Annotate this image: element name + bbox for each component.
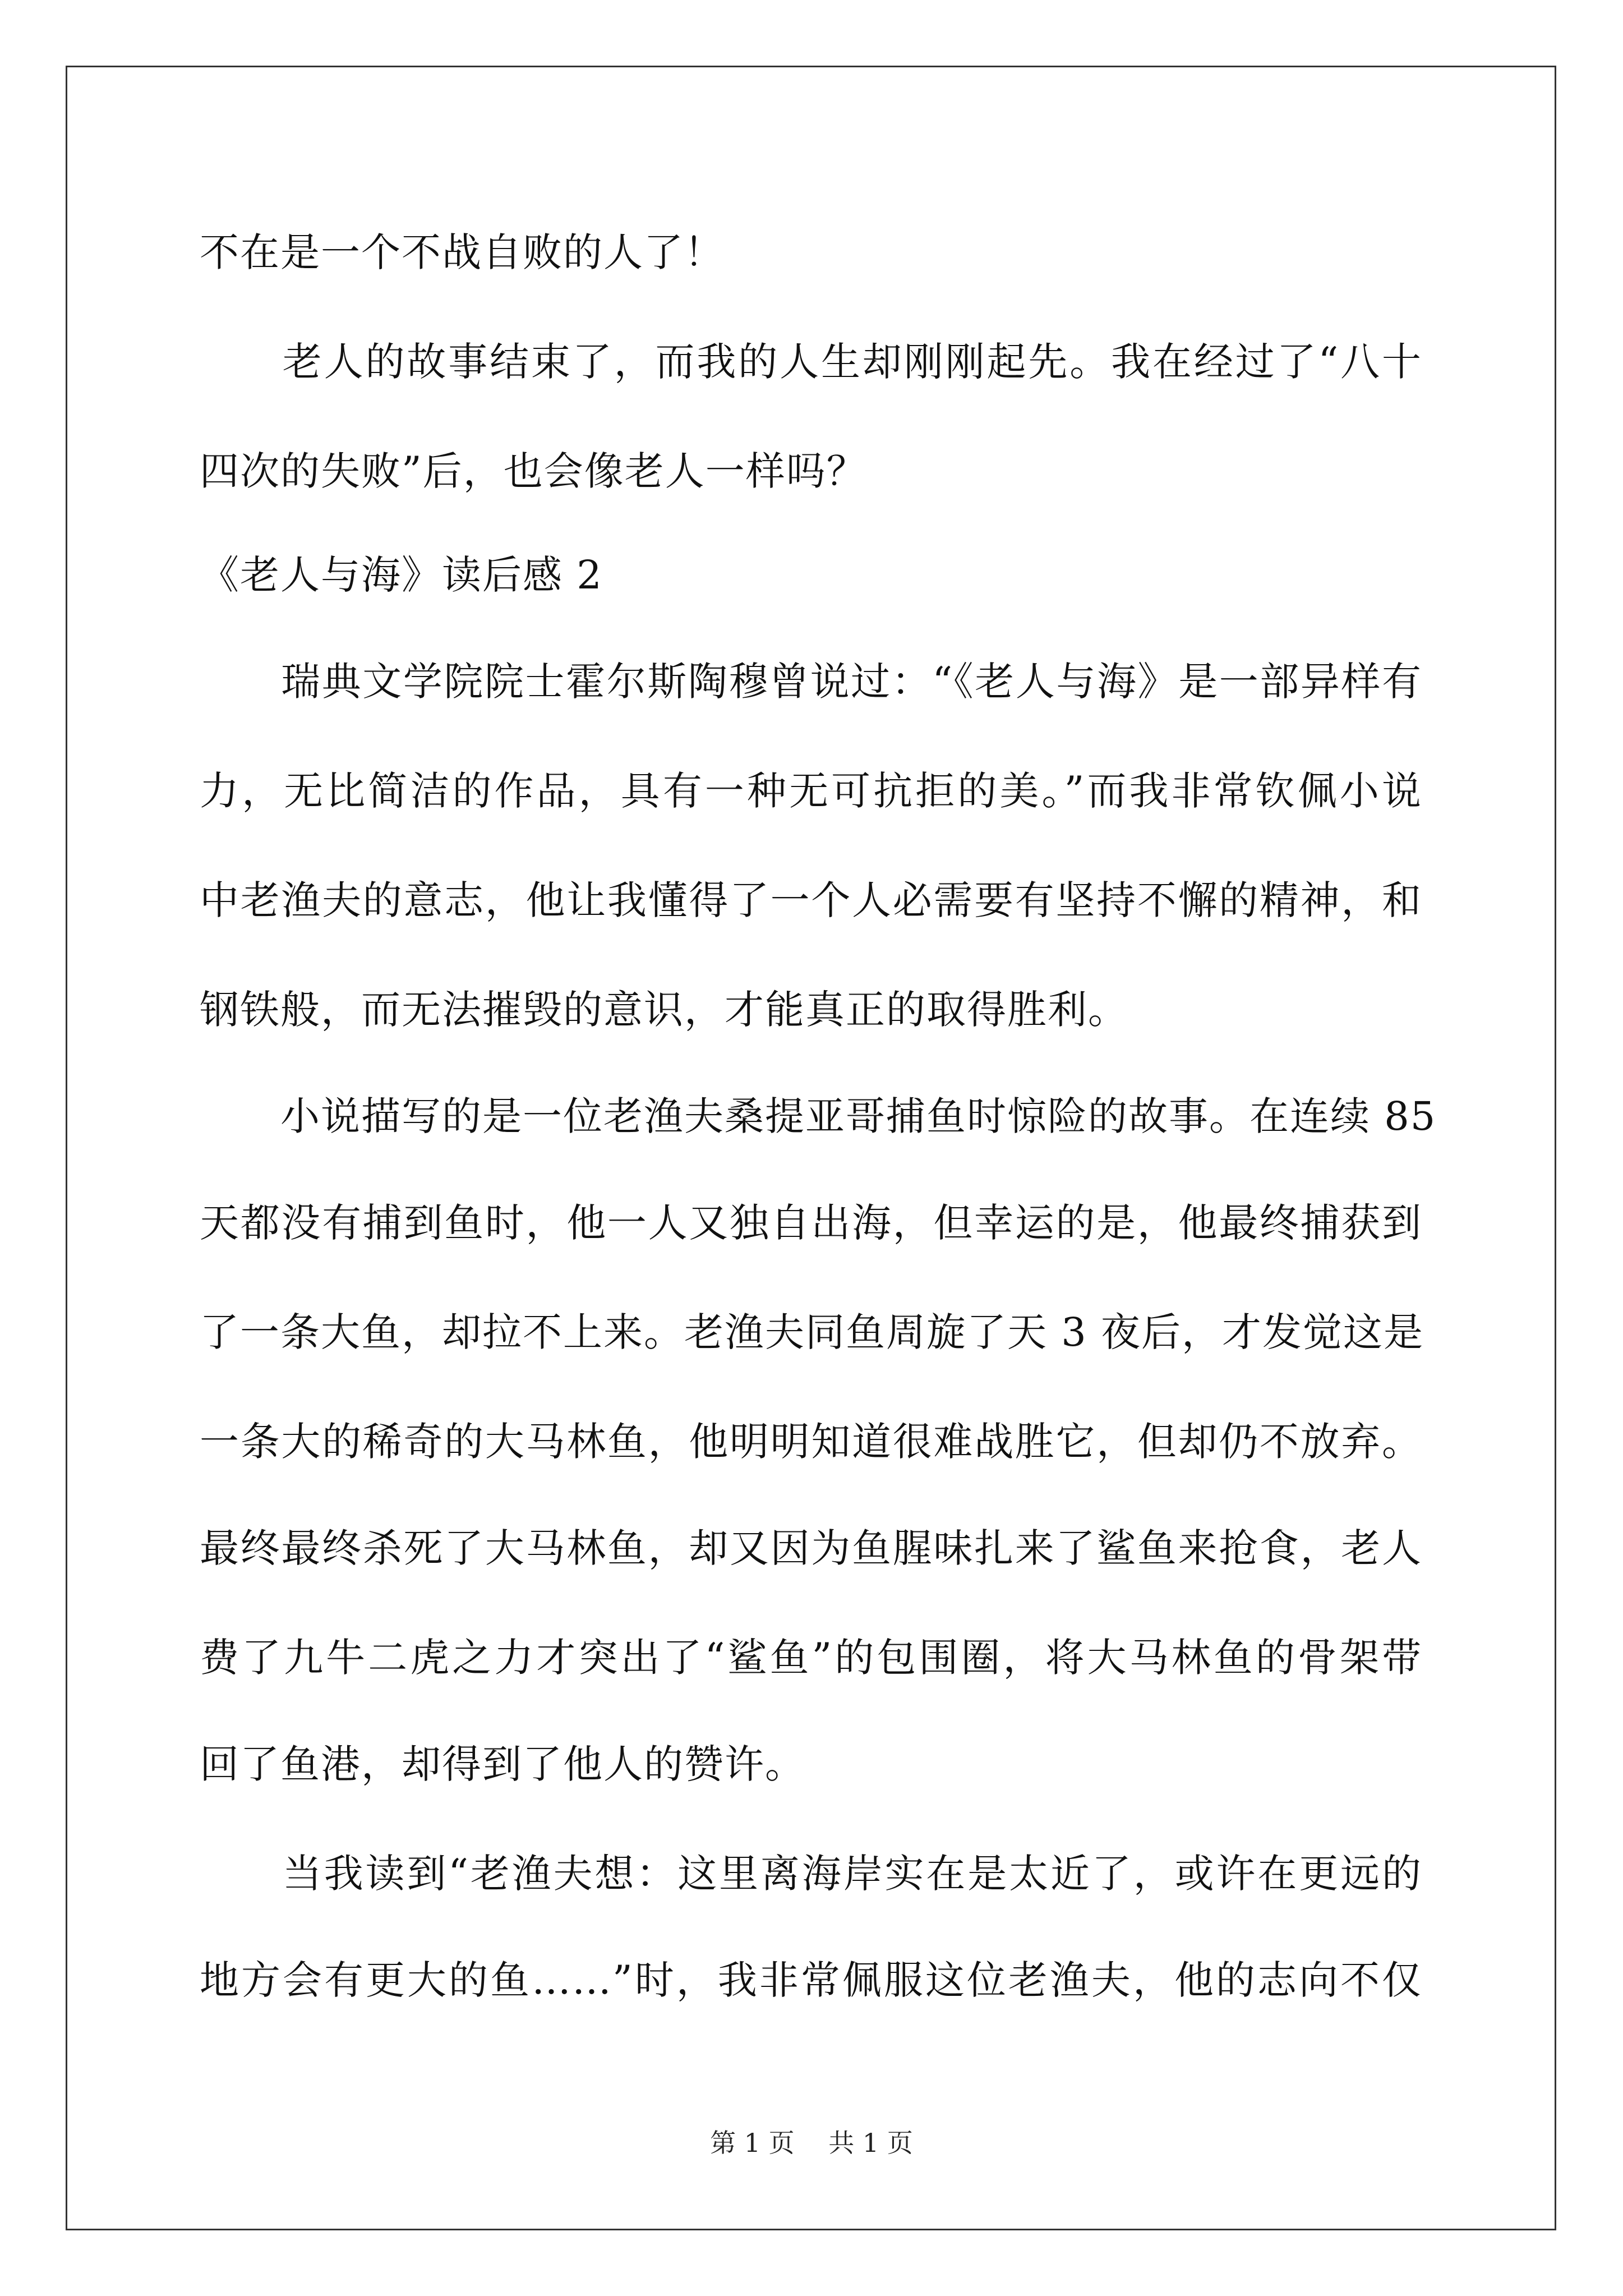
- text-line: 瑞典文学院院士霍尔斯陶穆曾说过：“《老人与海》是一部异样有: [200, 659, 1422, 705]
- text-line: 天都没有捕到鱼时，他一人又独自出海，但幸运的是，他最终捕获到: [200, 1200, 1422, 1246]
- text-line: 小说描写的是一位老渔夫桑提亚哥捕鱼时惊险的故事。在连续 85: [200, 1093, 1437, 1139]
- page-border: [66, 66, 1556, 2230]
- page-number-footer: 第 1 页 共 1 页: [710, 2128, 913, 2158]
- text-line: 力，无比简洁的作品，具有一种无可抗拒的美。”而我非常钦佩小说: [200, 768, 1422, 814]
- text-line: 了一条大鱼，却拉不上来。老渔夫同鱼周旋了天 3 夜后，才发觉这是: [200, 1309, 1424, 1355]
- text-line: 回了鱼港，却得到了他人的赞许。: [200, 1741, 805, 1787]
- text-line: 地方会有更大的鱼……”时，我非常佩服这位老渔夫，他的志向不仅: [200, 1957, 1422, 2003]
- section-heading: 《老人与海》读后感 2: [200, 552, 603, 598]
- text-line: 当我读到“老渔夫想：这里离海岸实在是太近了，或许在更远的: [200, 1851, 1422, 1897]
- text-line: 四次的失败”后，也会像老人一样吗？: [200, 448, 867, 494]
- text-line: 最终最终杀死了大马林鱼，却又因为鱼腥味扎来了鲨鱼来抢食，老人: [200, 1525, 1422, 1571]
- text-line: 中老渔夫的意志，他让我懂得了一个人必需要有坚持不懈的精神，和: [200, 877, 1422, 923]
- text-line: 一条大的稀奇的大马林鱼，他明明知道很难战胜它，但却仍不放弃。: [200, 1419, 1422, 1465]
- text-line: 钢铁般，而无法摧毁的意识，才能真正的取得胜利。: [200, 987, 1128, 1033]
- text-line: 老人的故事结束了，而我的人生却刚刚起先。我在经过了“八十: [200, 339, 1422, 385]
- text-line: 不在是一个不战自败的人了！: [200, 229, 725, 275]
- text-line: 费了九牛二虎之力才突出了“鲨鱼”的包围圈，将大马林鱼的骨架带: [200, 1635, 1422, 1681]
